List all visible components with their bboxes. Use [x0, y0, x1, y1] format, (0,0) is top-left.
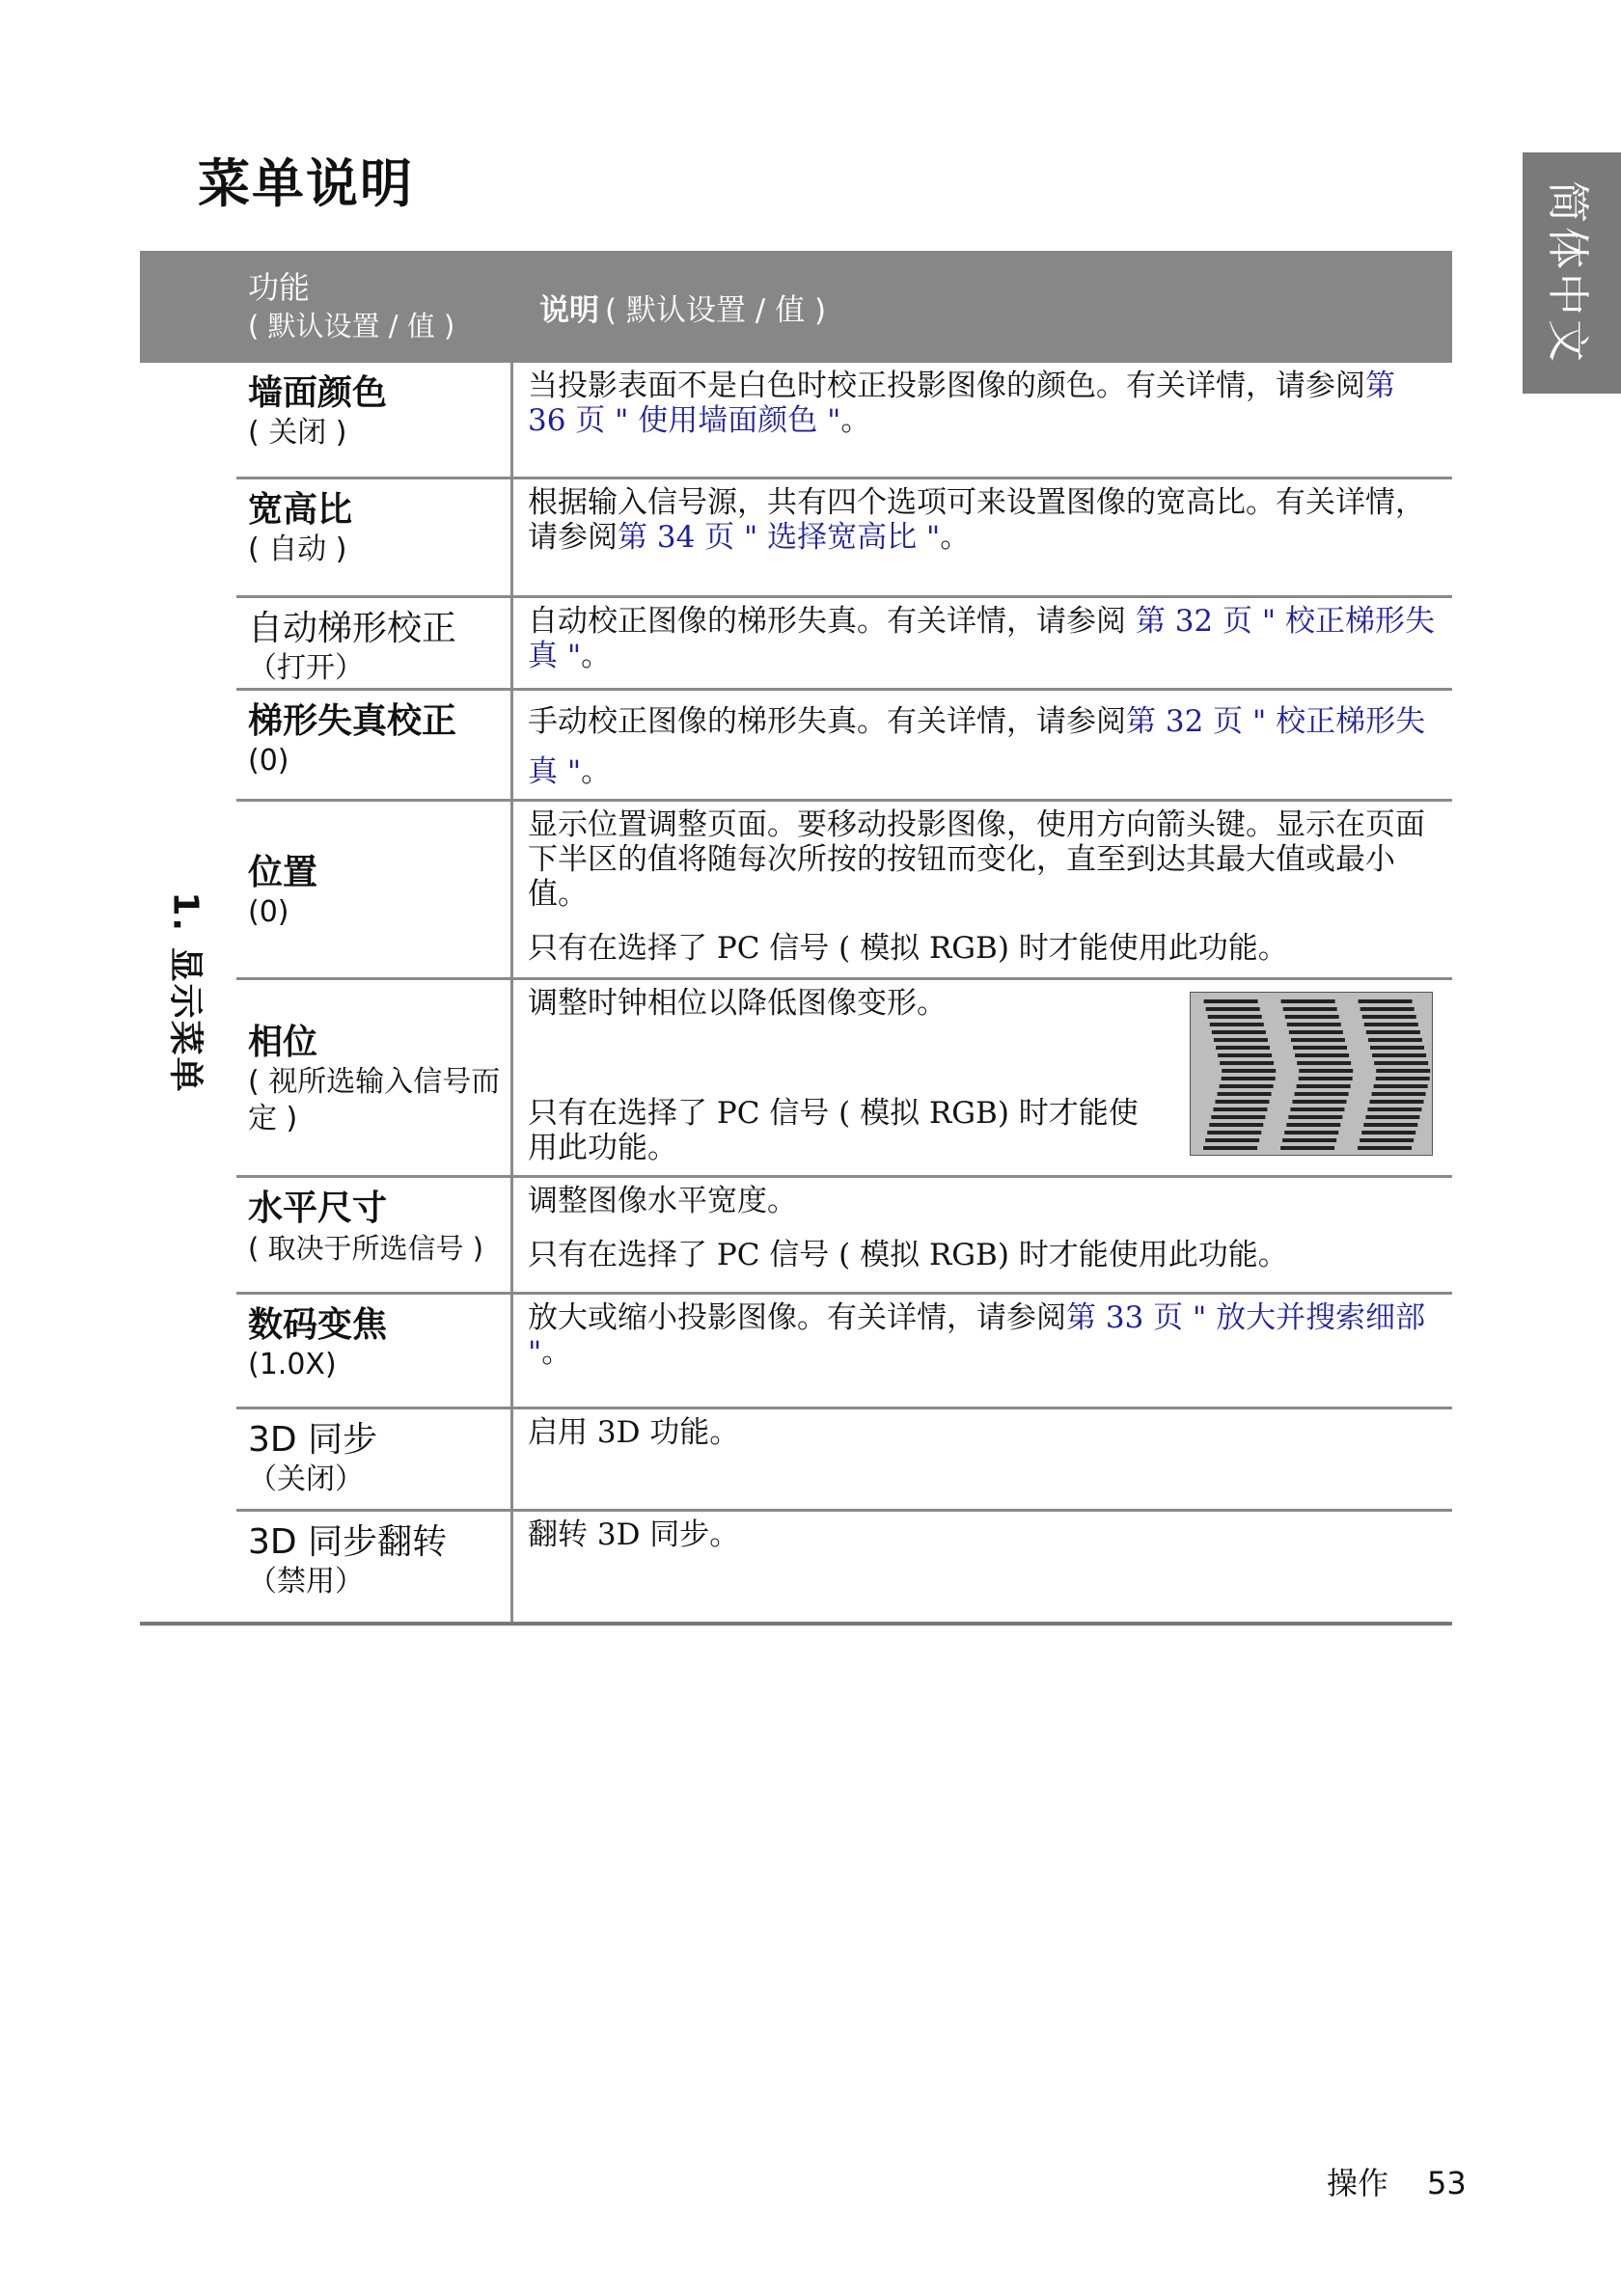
- table-header: [140, 251, 1452, 363]
- description-text: 放大或缩小投影图像。有关详情，请参阅: [528, 1300, 1066, 1335]
- function-cell: [236, 691, 513, 799]
- table-rows: [236, 363, 1452, 1622]
- function-default: （关闭）: [248, 1462, 364, 1496]
- function-default: ( 关闭 ): [248, 416, 347, 450]
- function-cell: [236, 1409, 513, 1509]
- table-row: [236, 479, 1452, 598]
- table-row: [236, 980, 1452, 1178]
- function-cell: [236, 1295, 513, 1407]
- function-cell: [236, 1178, 513, 1292]
- page-number: 53: [1427, 2165, 1467, 2201]
- table-row: [236, 1512, 1452, 1622]
- description-text: 根据输入信号源，共有四个选项可来设置图像的宽高比。有关详情，请参阅: [528, 485, 1425, 555]
- section-label: 1. 显示菜单: [165, 890, 206, 1094]
- function-name: 墙面颜色: [248, 373, 388, 413]
- function-default: ( 视所选输入信号而定 ): [248, 1065, 501, 1135]
- function-cell: [236, 598, 513, 688]
- description-note: 只有在选择了 PC 信号 ( 模拟 RGB) 时才能使用此功能。: [528, 1238, 1288, 1272]
- header-function-sub: ( 默认设置 / 值 ): [248, 310, 455, 342]
- description-text: 当投影表面不是白色时校正投影图像的颜色。有关详情，请参阅: [528, 369, 1365, 403]
- header-function-label: 功能: [248, 269, 311, 306]
- table-row: [236, 691, 1452, 802]
- function-name: 宽高比: [248, 490, 353, 530]
- function-name: 相位: [248, 1023, 318, 1062]
- function-name: 位置: [248, 853, 318, 892]
- page-reference-link[interactable]: 第 36 页 " 使用墙面颜色 ": [528, 369, 1395, 438]
- table-body: [140, 363, 1452, 1626]
- language-tab: [1523, 152, 1621, 394]
- function-cell: [236, 479, 513, 595]
- function-name: 数码变焦: [248, 1305, 388, 1345]
- header-description: [525, 251, 1452, 363]
- header-description-sub: ( 默认设置 / 值 ): [605, 292, 827, 328]
- table-row: [236, 363, 1452, 479]
- table-row: [236, 802, 1452, 980]
- description-cell: [513, 1512, 1452, 1622]
- description-note: 只有在选择了 PC 信号 ( 模拟 RGB) 时才能使用此功能。: [528, 931, 1288, 966]
- description-cell: 放大或缩小投影图像。有关详情，请参阅第 33 页 " 放大并搜索细部 "。: [528, 1300, 1426, 1370]
- function-name: 水平尺寸: [248, 1189, 388, 1228]
- page-title: 菜单说明: [198, 153, 414, 214]
- description-text: 启用 3D 功能。: [528, 1415, 740, 1450]
- page-reference-link[interactable]: 第 32 页 " 校正梯形失真 ": [528, 604, 1435, 673]
- header-function: [236, 251, 525, 363]
- description-cell: 当投影表面不是白色时校正投影图像的颜色。有关详情，请参阅第 36 页 " 使用墙面颜色 "。: [528, 369, 1395, 438]
- description-cell: [513, 1178, 1452, 1292]
- description-cell: 手动校正图像的梯形失真。有关详情，请参阅第 32 页 " 校正梯形失真 "。: [528, 704, 1426, 789]
- function-default: (0): [248, 744, 289, 778]
- function-default: ( 自动 ): [248, 533, 347, 566]
- description-text: 自动校正图像的梯形失真。有关详情，请参阅: [528, 604, 1136, 639]
- description-cell: [513, 980, 1452, 1175]
- description-text: 调整图像水平宽度。: [528, 1184, 797, 1218]
- description-cell: [513, 1409, 1452, 1509]
- description-text: 翻转 3D 同步。: [528, 1517, 740, 1552]
- table-row: [236, 1295, 1452, 1409]
- footer-section: 操作: [1327, 2165, 1389, 2201]
- function-default: (1.0X): [248, 1348, 337, 1381]
- page-reference-link[interactable]: 第 33 页 " 放大并搜索细部 ": [528, 1300, 1426, 1370]
- function-name: 3D 同步: [248, 1420, 378, 1460]
- function-name: 梯形失真校正: [248, 701, 457, 741]
- function-name: 3D 同步翻转: [248, 1522, 448, 1562]
- description-text: 显示位置调整页面。要移动投影图像，使用方向箭头键。显示在页面下半区的值将随每次所按的按钮而变化，直至到达其最大值或最小值。: [528, 807, 1425, 912]
- table-row: [236, 1409, 1452, 1512]
- description-cell: 自动校正图像的梯形失真。有关详情，请参阅 第 32 页 " 校正梯形失真 "。: [528, 604, 1435, 673]
- function-default: ( 取决于所选信号 ): [248, 1232, 484, 1265]
- phase-distortion-illustration: [1190, 992, 1433, 1156]
- description-text: 调整时钟相位以降低图像变形。: [528, 986, 947, 1021]
- description-text: 手动校正图像的梯形失真。有关详情，请参阅: [528, 704, 1126, 739]
- table-row: [236, 598, 1452, 691]
- section-label-cell: [140, 363, 236, 1622]
- function-default: （打开）: [248, 651, 364, 685]
- function-cell: [236, 802, 513, 977]
- function-cell: [236, 363, 513, 477]
- function-default: （禁用）: [248, 1565, 364, 1599]
- menu-table: [140, 251, 1452, 1626]
- description-cell: [513, 802, 1452, 977]
- description-cell: 根据输入信号源，共有四个选项可来设置图像的宽高比。有关详情，请参阅第 34 页 " 选择宽高比 "。: [528, 485, 1425, 555]
- table-row: [236, 1178, 1452, 1295]
- language-tab-label: 简体中文: [1543, 180, 1592, 366]
- function-name: 自动梯形校正: [248, 609, 457, 648]
- function-cell: [236, 980, 513, 1175]
- function-cell: [236, 1512, 513, 1622]
- page-footer: [1327, 2159, 1505, 2203]
- description-note: 只有在选择了 PC 信号 ( 模拟 RGB) 时才能使用此功能。: [528, 1096, 1139, 1165]
- page-reference-link[interactable]: 第 34 页 " 选择宽高比 ": [618, 520, 941, 555]
- page-reference-link[interactable]: 第 32 页 " 校正梯形失真 ": [528, 704, 1426, 789]
- header-description-label: 说明: [539, 292, 599, 328]
- function-default: (0): [248, 895, 289, 929]
